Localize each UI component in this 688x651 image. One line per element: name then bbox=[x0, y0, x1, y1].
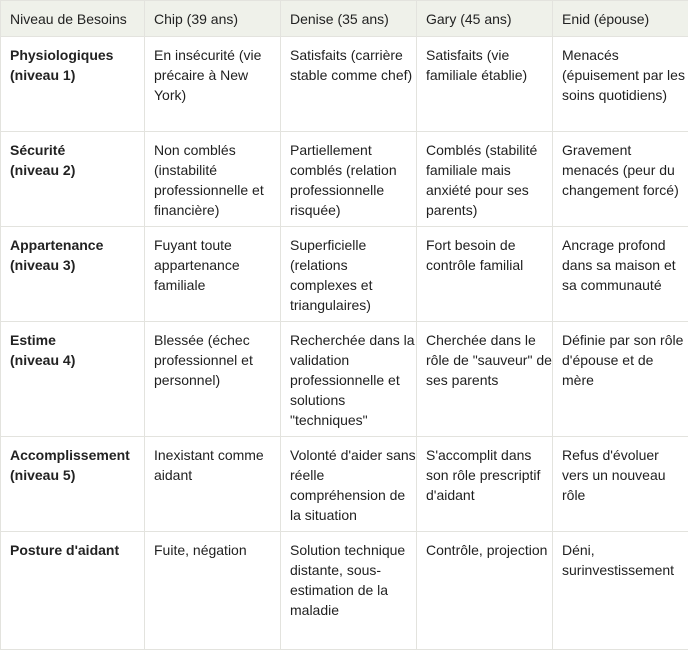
table-cell: Ancrage profond dans sa maison et sa communauté bbox=[553, 227, 688, 322]
need-level: (niveau 5) bbox=[10, 467, 76, 483]
need-name: Appartenance bbox=[10, 237, 104, 253]
column-header-chip: Chip (39 ans) bbox=[145, 1, 281, 37]
table-row bbox=[1, 322, 688, 437]
row-header bbox=[1, 437, 145, 532]
table-row bbox=[1, 132, 688, 227]
need-name: Physiologiques bbox=[10, 47, 114, 63]
row-header bbox=[1, 532, 145, 650]
table-cell: Fuite, négation bbox=[145, 532, 281, 650]
table-cell: Blessée (échec professionnel et personnel) bbox=[145, 322, 281, 437]
table-cell: Fuyant toute appartenance familiale bbox=[145, 227, 281, 322]
need-level: (niveau 3) bbox=[10, 257, 76, 273]
table-cell: Déni, surinvestissement bbox=[553, 532, 688, 650]
column-header-enid: Enid (épouse) bbox=[553, 1, 688, 37]
table-cell: Inexistant comme aidant bbox=[145, 437, 281, 532]
table-cell: Satisfaits (vie familiale établie) bbox=[417, 37, 553, 132]
table-cell: Définie par son rôle d'épouse et de mère bbox=[553, 322, 688, 437]
row-header bbox=[1, 132, 145, 227]
header-row bbox=[1, 1, 688, 37]
table-cell: Refus d'évoluer vers un nouveau rôle bbox=[553, 437, 688, 532]
need-name: Posture d'aidant bbox=[10, 542, 120, 558]
table-cell: Superficielle (relations complexes et triangulaires) bbox=[281, 227, 417, 322]
column-header-need-level: Niveau de Besoins bbox=[1, 1, 145, 37]
row-header bbox=[1, 37, 145, 132]
need-level: (niveau 4) bbox=[10, 352, 76, 368]
need-name: Accomplissement bbox=[10, 447, 130, 463]
table-cell: Partiellement comblés (relation professionnelle risquée) bbox=[281, 132, 417, 227]
row-header bbox=[1, 227, 145, 322]
table-cell: Solution technique distante, sous-estimation de la maladie bbox=[281, 532, 417, 650]
table-cell: Menacés (épuisement par les soins quotidiens) bbox=[553, 37, 688, 132]
table-cell: Satisfaits (carrière stable comme chef) bbox=[281, 37, 417, 132]
column-header-denise: Denise (35 ans) bbox=[281, 1, 417, 37]
need-level: (niveau 1) bbox=[10, 67, 76, 83]
table-cell: Cherchée dans le rôle de "sauveur" de ses parents bbox=[417, 322, 553, 437]
need-name: Sécurité bbox=[10, 142, 66, 158]
row-header bbox=[1, 322, 145, 437]
need-name: Estime bbox=[10, 332, 56, 348]
table-cell: En insécurité (vie précaire à New York) bbox=[145, 37, 281, 132]
table-row bbox=[1, 532, 688, 650]
table-cell: Non comblés (instabilité professionnelle et financière) bbox=[145, 132, 281, 227]
table-cell: Volonté d'aider sans réelle compréhension de la situation bbox=[281, 437, 417, 532]
table-row bbox=[1, 37, 688, 132]
need-level: (niveau 2) bbox=[10, 162, 76, 178]
table-cell: Contrôle, projection bbox=[417, 532, 553, 650]
table-cell: Gravement menacés (peur du changement forcé) bbox=[553, 132, 688, 227]
table-row bbox=[1, 227, 688, 322]
table-cell: Fort besoin de contrôle familial bbox=[417, 227, 553, 322]
table-row bbox=[1, 437, 688, 532]
table-cell: S'accomplit dans son rôle prescriptif d'aidant bbox=[417, 437, 553, 532]
table-cell: Recherchée dans la validation professionnelle et solutions "techniques" bbox=[281, 322, 417, 437]
column-header-gary: Gary (45 ans) bbox=[417, 1, 553, 37]
table-cell: Comblés (stabilité familiale mais anxiété pour ses parents) bbox=[417, 132, 553, 227]
